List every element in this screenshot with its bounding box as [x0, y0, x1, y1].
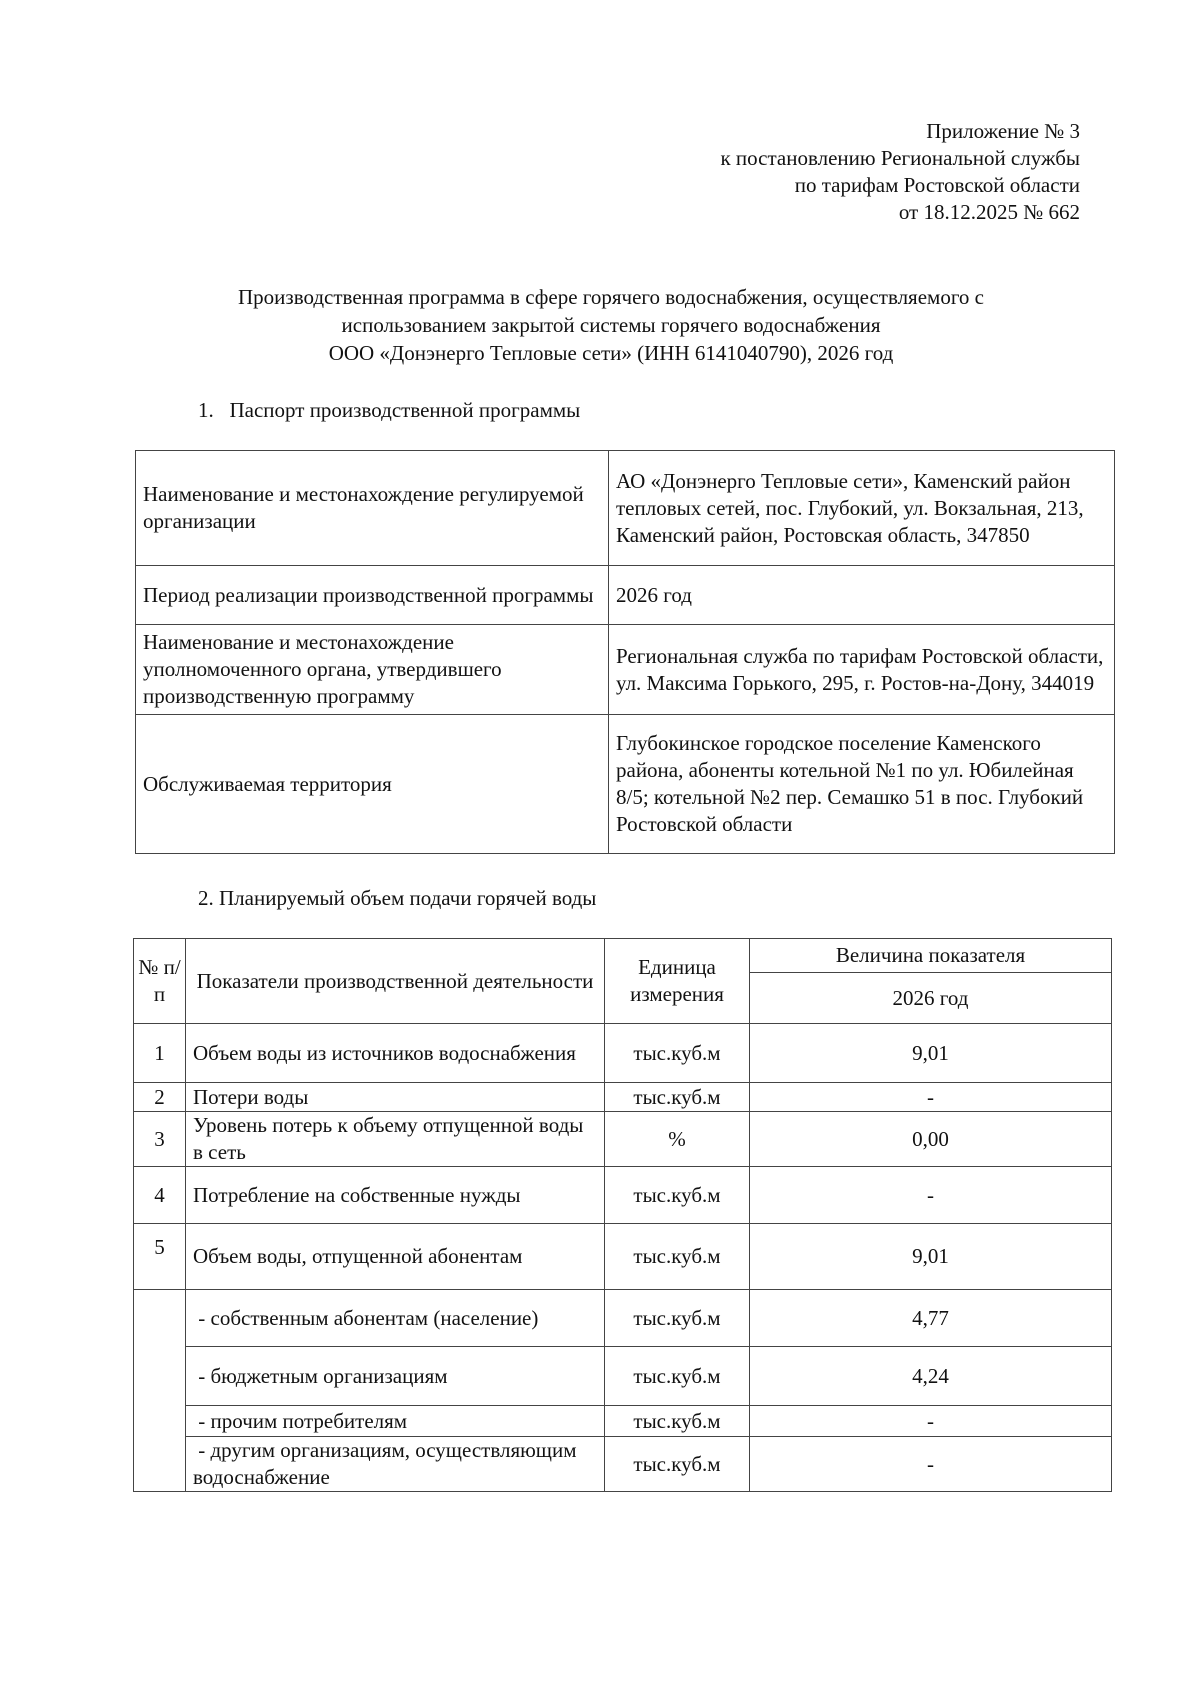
- row-value: 0,00: [750, 1112, 1112, 1167]
- header-value: Величина показателя: [750, 939, 1112, 973]
- row-value: -: [750, 1437, 1112, 1492]
- row-unit: тыс.куб.м: [605, 1224, 750, 1290]
- row-num: 4: [134, 1167, 186, 1224]
- row-indicator: - другим организациям, осуществляющим водоснабжение: [186, 1437, 605, 1492]
- title-line: использованием закрытой системы горячего водоснабжения: [341, 313, 881, 337]
- title-line: ООО «Донэнерго Тепловые сети» (ИНН 6141040790), 2026 год: [328, 341, 894, 365]
- row-indicator: - собственным абонентам (население): [186, 1290, 605, 1347]
- row-indicator: - прочим потребителям: [186, 1406, 605, 1437]
- document-title: [0, 283, 1200, 367]
- row-indicator: Потери воды: [186, 1083, 605, 1112]
- row-indicator: Объем воды из источников водоснабжения: [186, 1024, 605, 1083]
- table-row: [134, 1437, 1112, 1492]
- appendix-header: [720, 118, 1080, 226]
- table-row: [134, 1112, 1112, 1167]
- row-unit: тыс.куб.м: [605, 1347, 750, 1406]
- table-row: [134, 1406, 1112, 1437]
- row-unit: тыс.куб.м: [605, 1167, 750, 1224]
- table-row: [136, 625, 1115, 715]
- row-indicator: Объем воды, отпущенной абонентам: [186, 1224, 605, 1290]
- row-unit: тыс.куб.м: [605, 1290, 750, 1347]
- row-label: Наименование и местонахождение регулируемой организации: [136, 451, 609, 566]
- table-row: [134, 1290, 1112, 1347]
- row-value: Глубокинское городское поселение Каменского района, абоненты котельной №1 по ул. Юбилейная 8/5; котельной №2 пер. Семашко 51 в пос. Глубокий Ростовской области: [609, 715, 1115, 854]
- row-indicator: Потребление на собственные нужды: [186, 1167, 605, 1224]
- row-unit: тыс.куб.м: [605, 1437, 750, 1492]
- row-num: 5: [134, 1224, 186, 1290]
- table-row: [136, 451, 1115, 566]
- row-num-empty: [134, 1290, 186, 1492]
- row-indicator: - бюджетным организациям: [186, 1347, 605, 1406]
- table-row: [134, 1083, 1112, 1112]
- row-unit: %: [605, 1112, 750, 1167]
- header-line: Приложение № 3: [926, 119, 1080, 143]
- title-line: Производственная программа в сфере горячего водоснабжения, осуществляемого с: [238, 285, 984, 309]
- row-value: 9,01: [750, 1024, 1112, 1083]
- row-label: Обслуживаемая территория: [136, 715, 609, 854]
- row-indicator: Уровень потерь к объему отпущенной воды в сеть: [186, 1112, 605, 1167]
- section2-heading: 2. Планируемый объем подачи горячей воды: [198, 886, 597, 910]
- header-num: № п/ п: [134, 939, 186, 1024]
- row-num: 1: [134, 1024, 186, 1083]
- row-label: Период реализации производственной программы: [136, 566, 609, 625]
- table-header-row: [134, 939, 1112, 973]
- header-indicator: Показатели производственной деятельности: [186, 939, 605, 1024]
- row-num: 3: [134, 1112, 186, 1167]
- row-value: АО «Донэнерго Тепловые сети», Каменский район тепловых сетей, пос. Глубокий, ул. Вокзальная, 213, Каменский район, Ростовская область, 347850: [609, 451, 1115, 566]
- passport-table: [135, 450, 1115, 854]
- row-value: 2026 год: [609, 566, 1115, 625]
- row-value: 4,77: [750, 1290, 1112, 1347]
- table-row: [134, 1167, 1112, 1224]
- row-unit: тыс.куб.м: [605, 1083, 750, 1112]
- table-row: [134, 1024, 1112, 1083]
- row-value: 9,01: [750, 1224, 1112, 1290]
- row-num: 2: [134, 1083, 186, 1112]
- supply-volume-table: [133, 938, 1112, 1492]
- table-row: [136, 715, 1115, 854]
- table-row: [136, 566, 1115, 625]
- row-value: 4,24: [750, 1347, 1112, 1406]
- row-unit: тыс.куб.м: [605, 1024, 750, 1083]
- row-label: Наименование и местонахождение уполномоченного органа, утвердившего производственную программу: [136, 625, 609, 715]
- header-line: от 18.12.2025 № 662: [898, 200, 1080, 224]
- table-row: [134, 1224, 1112, 1290]
- row-value: -: [750, 1167, 1112, 1224]
- row-value: Региональная служба по тарифам Ростовской области, ул. Максима Горького, 295, г. Ростов-на-Дону, 344019: [609, 625, 1115, 715]
- header-line: к постановлению Региональной службы: [720, 146, 1080, 170]
- row-value: -: [750, 1406, 1112, 1437]
- header-line: по тарифам Ростовской области: [794, 173, 1080, 197]
- section1-heading: 1. Паспорт производственной программы: [198, 398, 581, 422]
- header-unit: Единица измерения: [605, 939, 750, 1024]
- row-value: -: [750, 1083, 1112, 1112]
- row-unit: тыс.куб.м: [605, 1406, 750, 1437]
- header-year: 2026 год: [750, 973, 1112, 1024]
- table-row: [134, 1347, 1112, 1406]
